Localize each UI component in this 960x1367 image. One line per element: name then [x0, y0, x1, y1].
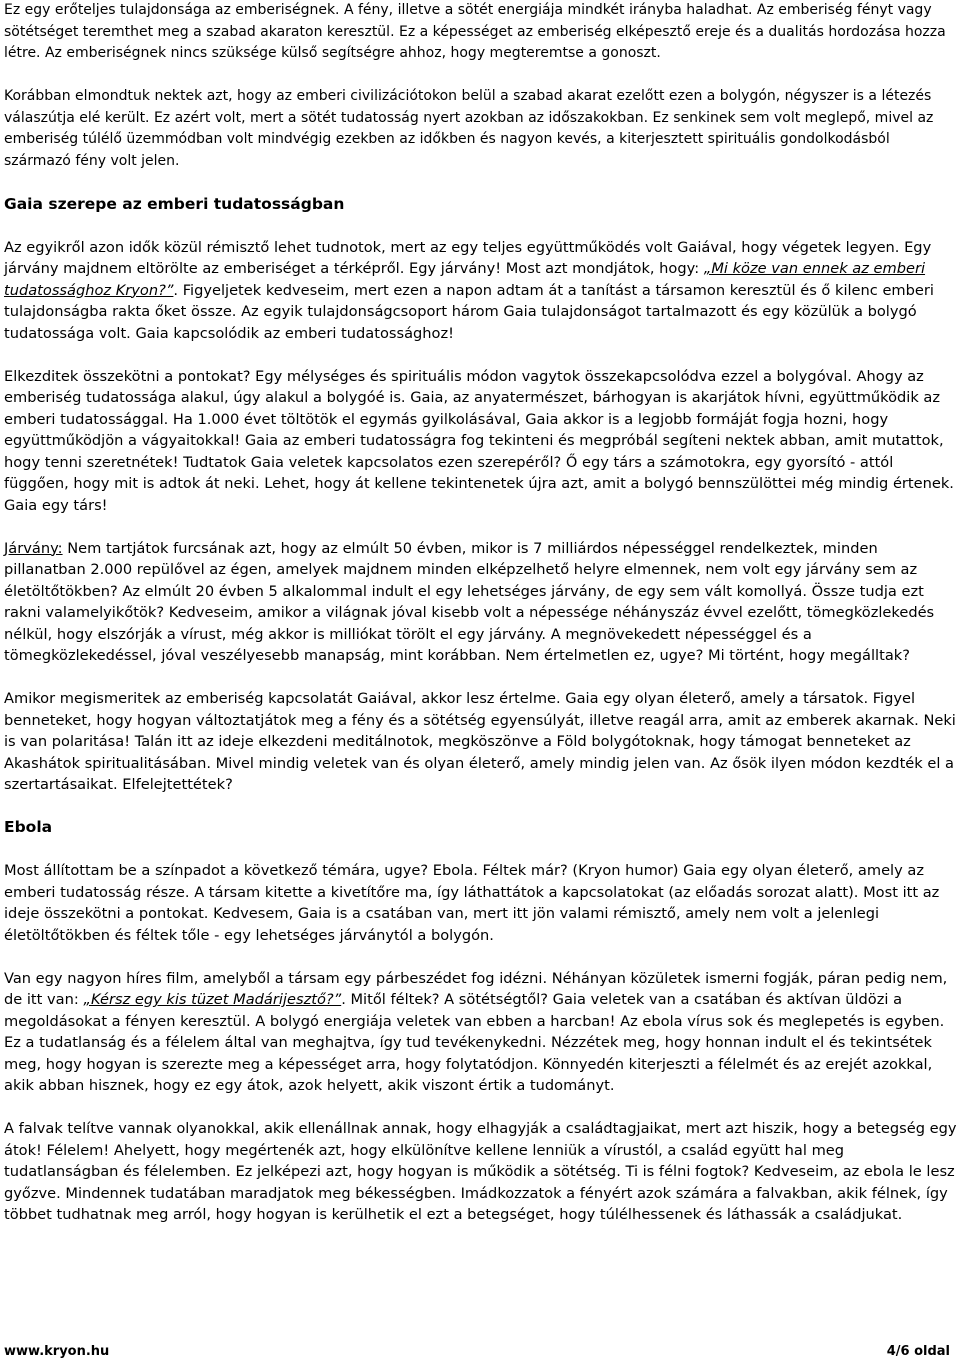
paragraph-intro: Ez egy erőteljes tulajdonsága az emberiségnek. A fény, illetve a sötét energiája mindkét irányba haladhat. Az emberiség fényt vagy sötétséget teremthet meg a szabad akaraton keresztül. Ez a képességet az emberiség elképesztő ereje és a dualitás hordozása hozza létre. Az emberiségnek nincs szüksége külső segítségre ahhoz, hogy megteremtse a gonoszt.: [4, 2, 946, 61]
footer-page-number: 4/6 oldal: [886, 1344, 950, 1359]
text-run: Az egyikről azon idők közül rémisztő lehet tudnotok, mert az egy teljes együttműködés volt Gaiával, hogy végetek legyen. Egy járvány majdnem eltörölte az emberiséget a térképről. Egy járvány! Most azt mondjátok, hogy:: [4, 238, 932, 277]
paragraph-gaia-3: Amikor megismeritek az emberiség kapcsolatát Gaiával, akkor lesz értelme. Gaia egy olyan életerő, amely a társatok. Figyel benneteket, hogy hogyan változtatjátok meg a fény és a sötétség egyensúlyát, illetve reagál arra, amit az emberek akarnak. Neki is van polaritása! Talán itt az ideje elkezdeni meditálnotok, megköszönve a Föld bolygótoknak, hogy támogat benneteket az Akashátok spiritualitásában. Mivel mindig veletek van és olyan életerő, amely mindig jelen van. Az ősök ilyen módon kezdték el a szertartásaikat. Elfelejtettétek?: [4, 690, 956, 793]
page-footer: [4, 1344, 950, 1359]
paragraph-gaia-2: Elkezditek összekötni a pontokat? Egy mélységes és spirituális módon vagytok összekapcsolódva ezzel a bolygóval. Ahogy az emberiség tudatossága alakul, úgy alakul a bolygóé is. Gaia, az anyatermészet, bárhogyan is akarjátok hívni, együttműködik az emberi tudatossággal. Ha 1.000 évet töltötök el egymás gyilkolásával, Gaia akkor is a legjobb formáját fogja hozni, hogy együttműködjön a vágyaitokkal! Gaia az emberi tudatosságra fog tekinteni és megpróbál segíteni nektek abban, amit mutattok, hogy tenni szeretnétek! Tudtatok Gaia veletek kapcsolatos ezen szerepéről? Ő egy társ a számotokra, egy gyorsító - attól függően, hogy mit is adtok át neki. Lehet, hogy át kellene tekintenetek újra azt, amit a bolygó bennszülöttei még mindig értenek. Gaia egy társ!: [4, 367, 954, 514]
text-run: Van egy nagyon híres film, amelyből a társam egy párbeszédet fog idézni. Néhányan közületek ismerni fogják, páran pedig nem, de itt van:: [4, 969, 948, 1008]
paragraph-epidemic: [4, 538, 958, 667]
quote-kryon: „Mi köze van ennek az emberi tudatossághoz Kryon?”: [4, 260, 926, 299]
paragraph-ebola-3: A falvak telítve vannak olyanokkal, akik ellenállnak annak, hogy elhagyják a családtagjaikat, mert azt hiszik, hogy a betegség egy átok! Félelem! Ahelyett, hogy megértenék azt, hogy elkülönítve kellene lenniük a vírustól, a család együtt hal meg tudatlanságban és félelemben. Ez jelképezi azt, hogy hogyan is működik a sötétség. Ti is félni fogtok? Kedveseim, az ebola le lesz győzve. Mindennek tudatában maradjatok meg békességben. Imádkozzatok a fényért azok számára a falvakban, akik félnek, így többet tudhatnak meg arról, hogy hogyan is kerülhetik el ezt a betegséget, hogy túlélhessenek és láthassák a családjukat.: [4, 1120, 957, 1223]
document-body: [4, 0, 958, 1226]
paragraph-ebola-1: Most állítottam be a színpadot a következő témára, ugye? Ebola. Féltek már? (Kryon humor) Gaia egy olyan életerő, amely az emberi tudatosság része. A társam kitette a kivetítőre ma, így láthattátok a kapcsolatokat (az előadás sorozat alatt). Most itt az ideje összekötni a pontokat. Kedvesem, Gaia is a csatában van, mert itt jön valami rémisztő, amely nem volt a jelenlegi életöltőtökben és féltek tőle - egy lehetséges járványtól a bolygón.: [4, 862, 940, 944]
text-run: . Figyeljetek kedveseim, mert ezen a napon adtam át a tanítást a társamon keresztül és ő kilenc emberi tulajdonságba rakta őket össze. Az egyik tulajdonságcsoport három Gaia tulajdonságot tartalmazott és egy közülük a bolygó tudatossága volt. Gaia kapcsolódik az emberi tudatossághoz!: [4, 281, 934, 342]
heading-ebola: Ebola: [4, 818, 53, 836]
footer-site: www.kryon.hu: [4, 1344, 110, 1359]
epidemic-label: Járvány:: [4, 539, 63, 557]
paragraph-free-will: Korábban elmondtuk nektek azt, hogy az emberi civilizációtokon belül a szabad akarat ezelőtt ezen a bolygón, négyszer is a létezés válaszútja elé került. Ez azért volt, mert a sötét tudatosság nyert azokban az időszakokban. Ez senkinek sem volt meglepő, mivel az emberiség túlélő üzemmódban volt mindvégig ezekben az időkben és nagyon kevés, a kiterjesztett spirituális gondolkodásból származó fény volt jelen.: [4, 88, 934, 169]
paragraph-gaia-1: [4, 237, 958, 345]
text-run: . Mitől féltek? A sötétségtől? Gaia veletek van a csatában és aktívan üldözi a megoldásokat a fényen keresztül. A bolygó energiája veletek van ebben a harcban! Az ebola vírus sok és meglepetés is egyben. Ez a tudatlanság és a félelem által van meghajtva, így tud tevékenykedni. Nézzétek meg, hogy honnan indult el és tekintsétek meg, hogy hogyan is szerezte meg a képességet arra, hogy folytatódjon. Könnyedén kiterjeszti a félelmét és az erejét azokkal, akik abban hisznek, hogy ez egy átok, azok helyett, akik viszont értik a tudományt.: [4, 991, 945, 1094]
heading-gaia: Gaia szerepe az emberi tudatosságban: [4, 194, 345, 213]
text-run: Nem tartjátok furcsának azt, hogy az elmúlt 50 évben, mikor is 7 milliárdos népességgel rendelkeztek, minden pillanatban 2.000 repülővel az égen, amelyek majdnem minden elképzelhető helyre elmennek, nem volt egy járvány sem az életöltőtökben? Az elmúlt 20 évben 5 alkalommal indult el egy lehetséges járvány, de egy sem vált komollyá. Össze tudja ezt rakni valamelyikőtök? Kedveseim, amikor a világnak jóval kisebb volt a népessége néhányszáz évvel ezelőtt, tömegközlekedés nélkül, hogy elszórják a vírust, még akkor is milliókat törölt el egy járvány. A megnövekedett népességgel és a tömegközlekedéssel, jóval veszélyesebb manapság, mint korábban. Nem értelmetlen ez, ugye? Mi történt, hogy megálltak?: [4, 539, 935, 664]
quote-scarecrow: „Kérsz egy kis tüzet Madárijesztő?”: [83, 991, 342, 1008]
paragraph-ebola-2: [4, 968, 958, 1097]
